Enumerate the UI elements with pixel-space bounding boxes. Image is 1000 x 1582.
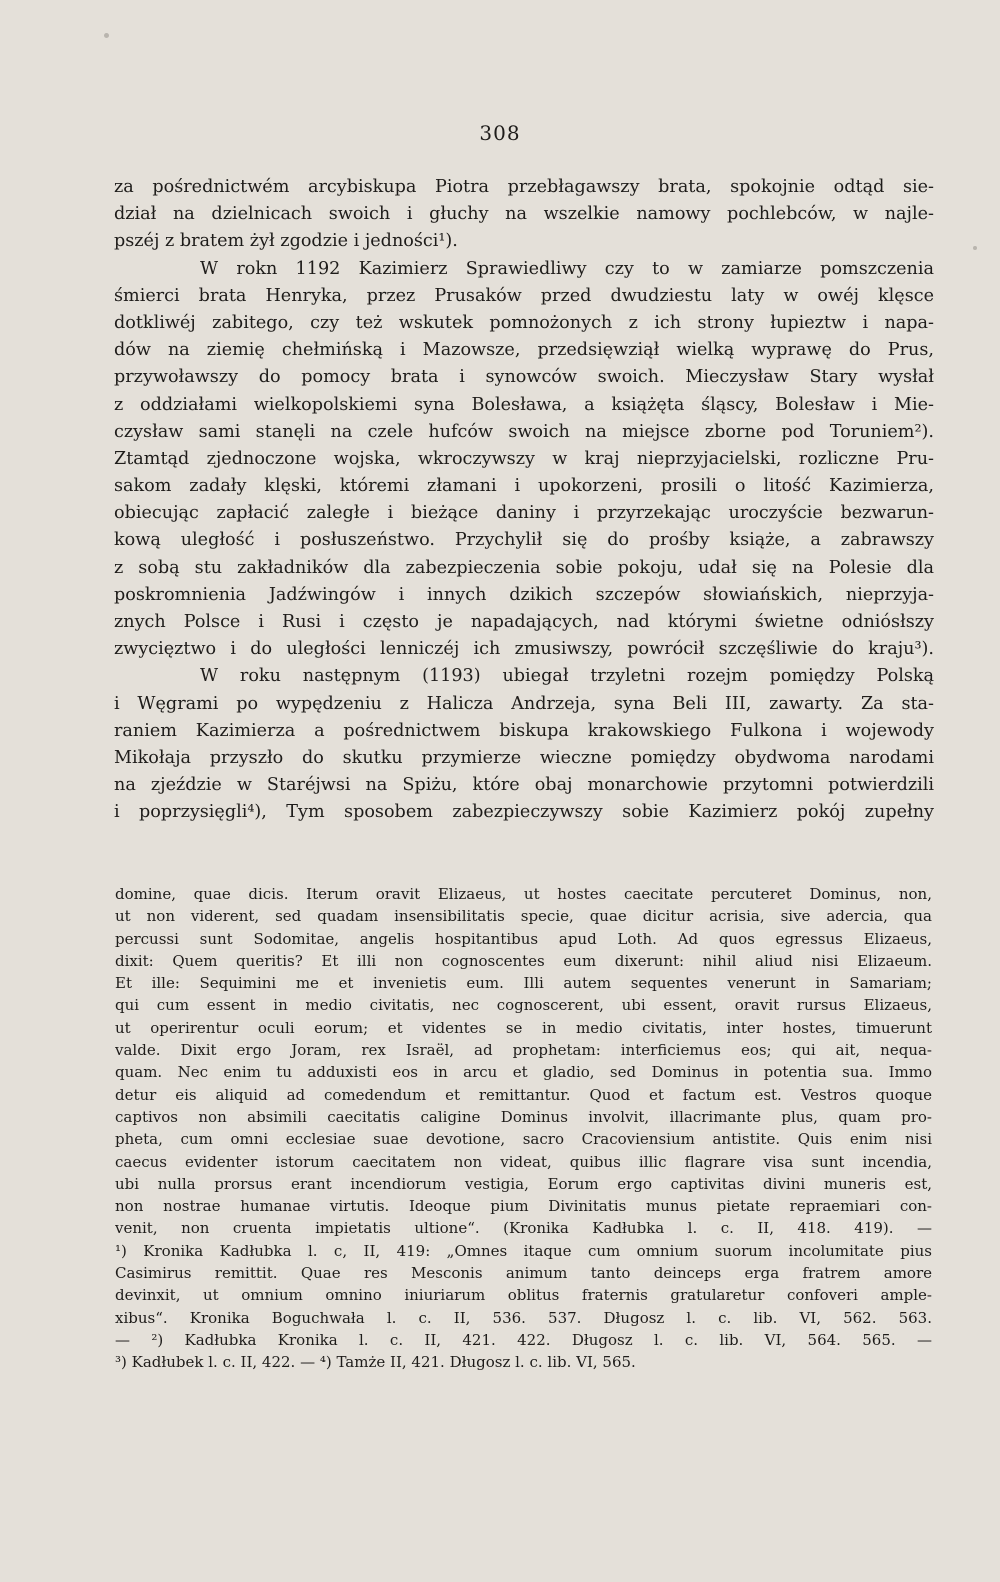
- footnote-line: valde. Dixit ergo Joram, rex Israël, ad prophetam: interficiemus eos; qui ait, nequa-: [115, 1041, 932, 1060]
- text-line: W roku następnym (1193) ubiegał trzyletni rozejm pomiędzy Polską: [200, 666, 934, 687]
- footnote-line: ubi nulla prorsus erant incendiorum vestigia, Eorum ergo captivitas divini muneris est,: [115, 1174, 932, 1193]
- footnote-line: ut operirentur oculi eorum; et videntes se in medio civitatis, inter hostes, timuerunt: [115, 1018, 932, 1037]
- text-line: obiecując zapłacić zaległe i bieżące daniny i przyrzekając uroczyście bezwarun-: [114, 503, 934, 524]
- footnote-line: detur eis aliquid ad comedendum et remittantur. Quod et factum est. Vestros quoque: [115, 1085, 932, 1104]
- footnote-line: non nostrae humanae virtutis. Ideoque pium Divinitatis munus pietate repraemiari con-: [115, 1197, 932, 1216]
- text-line: zwycięztwo i do uległości lenniczéj ich zmusiwszy, powrócił szczęśliwie do kraju³).: [114, 639, 934, 660]
- text-line: śmierci brata Henryka, przez Prusaków przed dwudziestu laty w owéj klęsce: [114, 285, 934, 306]
- text-line: poskromnienia Jadźwingów i innych dzikich szczepów słowiańskich, nieprzyja-: [114, 584, 934, 605]
- main-text: [114, 174, 934, 827]
- footnote-line: quam. Nec enim tu adduxisti eos in arcu et gladio, sed Dominus in potentia sua. Immo: [115, 1063, 932, 1082]
- text-line: za pośrednictwém arcybiskupa Piotra przebłagawszy brata, spokojnie odtąd sie-: [114, 177, 934, 197]
- text-line: Mikołaja przyszło do skutku przymierze wieczne pomiędzy obydwoma narodami: [114, 747, 934, 768]
- page-number: 308: [479, 121, 521, 145]
- text-line: znych Polsce i Rusi i często je napadających, nad którymi świetne odniósłszy: [114, 612, 934, 632]
- text-line: z sobą stu zakładników dla zabezpieczenia sobie pokoju, udał się na Polesie dla: [114, 557, 934, 578]
- footnote-line: ¹) Kronika Kadłubka l. c, II, 419: „Omnes itaque cum omnium suorum incolumitate pius: [115, 1241, 932, 1260]
- footnote-line: caecus evidenter istorum caecitatem non videat, quibus illic flagrare visa sunt incendia,: [115, 1152, 932, 1171]
- footnote-line: pheta, cum omni ecclesiae suae devotione, sacro Cracoviensium antistite. Quis enim nisi: [115, 1130, 932, 1149]
- footnote-line: percussi sunt Sodomitae, angelis hospitantibus apud Loth. Ad quos egressus Elizaeus,: [115, 929, 932, 948]
- text-line: W rokn 1192 Kazimierz Sprawiedliwy czy to w zamiarze pomszczenia: [200, 258, 934, 279]
- text-line: na zjeździe w Staréjwsi na Spiżu, które obaj monarchowie przytomni potwierdzili: [114, 775, 934, 796]
- text-line: dów na ziemię chełmińską i Mazowsze, przedsięwziął wielką wyprawę do Prus,: [114, 340, 934, 361]
- text-line: z oddziałami wielkopolskiemi syna Bolesława, a książęta śląscy, Bolesław i Mie-: [114, 394, 934, 415]
- text-line: kową uległość i posłuszeństwo. Przychylił się do prośby książe, a zabrawszy: [114, 530, 934, 551]
- text-line: raniem Kazimierza a pośrednictwem biskupa krakowskiego Fulkona i wojewody: [114, 720, 934, 741]
- footnote-line: ut non viderent, sed quadam insensibilitatis specie, quae dicitur acrisia, sive adercia, qua: [115, 907, 932, 926]
- text-line: dział na dzielnicach swoich i głuchy na wszelkie namowy pochlebców, w najle-: [114, 204, 934, 225]
- footnote-line: venit, non cruenta impietatis ultione“. (Kronika Kadłubka l. c. II, 418. 419). —: [115, 1219, 932, 1238]
- text-line: sakom zadały klęski, któremi złamani i upokorzeni, prosili o litość Kazimierza,: [114, 476, 934, 497]
- text-line: Ztamtąd zjednoczone wojska, wkroczywszy w kraj nieprzyjacielski, rozliczne Pru-: [114, 448, 934, 469]
- paper-speck: [973, 246, 977, 250]
- footnote-line: captivos non absimili caecitatis caligine Dominus involvit, illacrimante plus, quam pro-: [115, 1107, 932, 1126]
- text-line: i poprzysięgli⁴), Tym sposobem zabezpieczywszy sobie Kazimierz pokój zupełny: [114, 802, 934, 823]
- footnote-line: dixit: Quem queritis? Et illi non cognoscentes eum dixerunt: nihil aliud nisi Elizaeum.: [115, 951, 932, 970]
- text-line: pszéj z bratem żył zgodzie i jedności¹).: [114, 231, 458, 252]
- text-line: dotkliwéj zabitego, czy też wskutek pomnożonych z ich strony łupieztw i napa-: [114, 312, 934, 333]
- footnote-line: ³) Kadłubek l. c. II, 422. — ⁴) Tamże II, 421. Długosz l. c. lib. VI, 565.: [115, 1353, 636, 1372]
- text-line: i Węgrami po wypędzeniu z Halicza Andrzeja, syna Beli III, zawarty. Za sta-: [114, 693, 934, 714]
- footnote-line: xibus“. Kronika Boguchwała l. c. II, 536. 537. Długosz l. c. lib. VI, 562. 563.: [115, 1308, 932, 1327]
- footnote-line: domine, quae dicis. Iterum oravit Elizaeus, ut hostes caecitate percuteret Dominus, non,: [115, 885, 932, 903]
- footnote-line: — ²) Kadłubka Kronika l. c. II, 421. 422. Długosz l. c. lib. VI, 564. 565. —: [115, 1330, 932, 1349]
- footnotes: [115, 883, 932, 1374]
- footnote-line: qui cum essent in medio civitatis, nec cognoscerent, ubi essent, oravit rursus Elizaeus,: [115, 996, 932, 1015]
- footnote-line: Et ille: Sequimini me et invenietis eum. Illi autem sequentes venerunt in Samariam;: [115, 974, 932, 993]
- footnote-line: devinxit, ut omnium omnino iniuriarum oblitus fraternis gratularetur confoveri ample-: [115, 1286, 932, 1305]
- footnote-line: Casimirus remittit. Quae res Mesconis animum tanto deinceps erga fratrem amore: [115, 1264, 932, 1283]
- text-line: czysław sami stanęli na czele hufców swoich na miejsce zborne pod Toruniem²).: [114, 421, 934, 442]
- text-line: przywoławszy do pomocy brata i synowców swoich. Mieczysław Stary wysłał: [114, 367, 934, 388]
- paper-speck: [104, 33, 109, 38]
